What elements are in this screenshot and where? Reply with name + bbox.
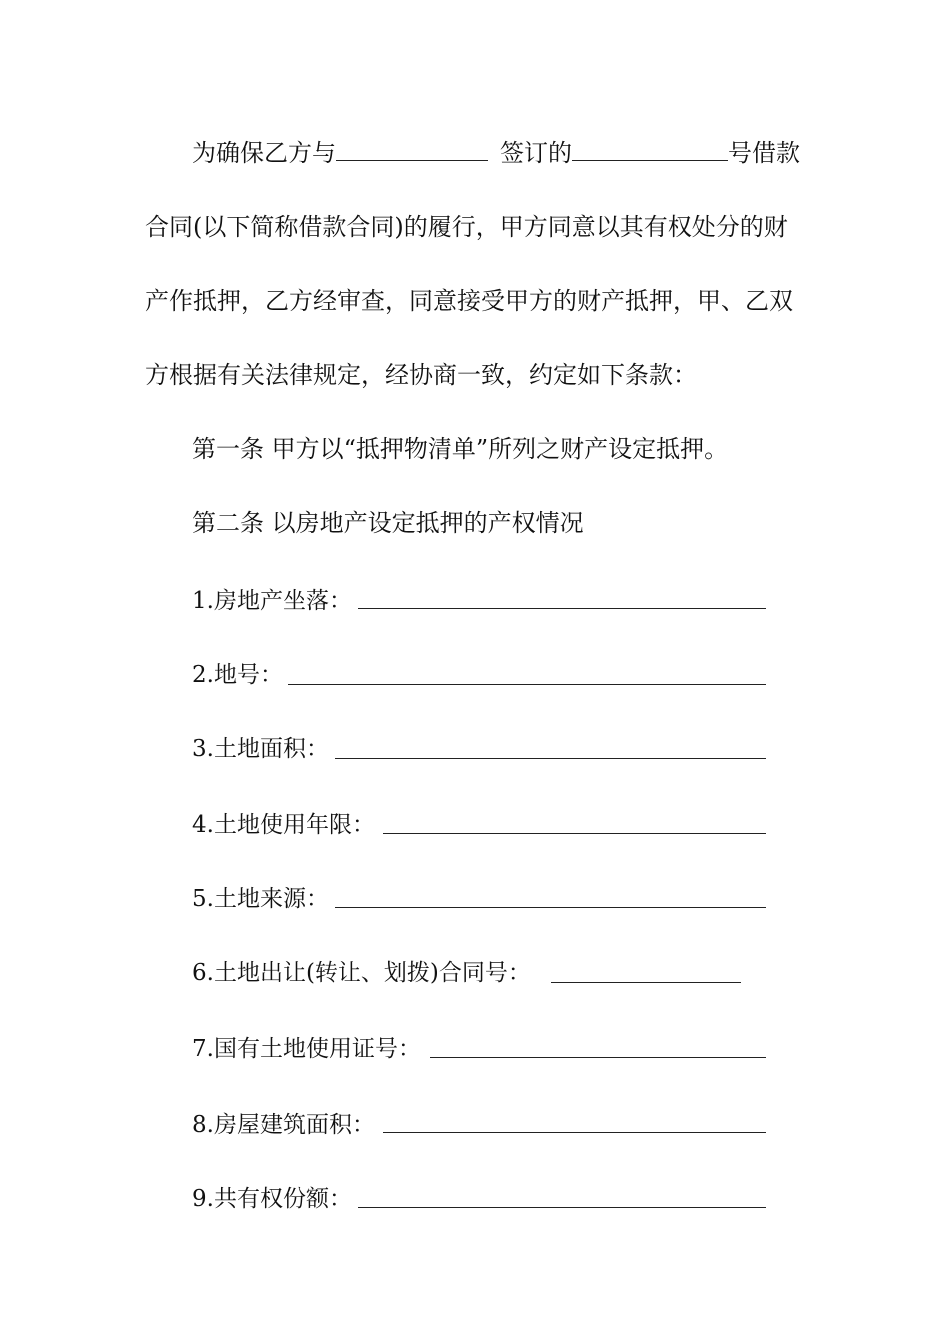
item-lot-number: 2.地号： <box>192 662 283 688</box>
party-name-blank <box>336 138 488 161</box>
intro-text-1c: 号借款 <box>728 139 800 167</box>
item-land-certificate-no: 7.国有土地使用证号： <box>192 1036 421 1062</box>
intro-text-1b: 签订的 <box>500 139 572 167</box>
contract-number-blank <box>572 138 728 161</box>
intro-line-1 <box>192 138 857 168</box>
item-building-area: 8.房屋建筑面积： <box>192 1112 375 1138</box>
item-property-location: 1.房地产坐落： <box>192 588 352 614</box>
intro-text-1a: 为确保乙方与 <box>192 139 336 167</box>
land-term-blank <box>383 833 766 834</box>
building-area-blank <box>383 1132 766 1133</box>
co-ownership-blank <box>358 1207 766 1208</box>
land-area-blank <box>335 758 766 759</box>
article-1: 第一条 甲方以“抵押物清单”所列之财产设定抵押。 <box>192 435 729 463</box>
item-transfer-contract-no: 6.土地出让(转让、划拨)合同号： <box>192 960 531 986</box>
intro-line-2: 合同(以下简称借款合同)的履行，甲方同意以其有权处分的财 <box>145 213 788 241</box>
land-source-blank <box>335 907 766 908</box>
intro-line-4: 方根据有关法律规定，经协商一致，约定如下条款： <box>145 361 697 389</box>
transfer-contract-blank <box>551 982 741 983</box>
article-2: 第二条 以房地产设定抵押的产权情况 <box>192 509 584 537</box>
lot-number-blank <box>288 684 766 685</box>
item-co-ownership-share: 9.共有权份额： <box>192 1186 352 1212</box>
property-location-blank <box>358 608 766 609</box>
item-land-term: 4.土地使用年限： <box>192 812 375 838</box>
item-land-area: 3.土地面积： <box>192 736 329 762</box>
item-land-source: 5.土地来源： <box>192 886 329 912</box>
land-certificate-blank <box>430 1057 766 1058</box>
intro-line-3: 产作抵押，乙方经审查，同意接受甲方的财产抵押，甲、乙双 <box>145 287 793 315</box>
